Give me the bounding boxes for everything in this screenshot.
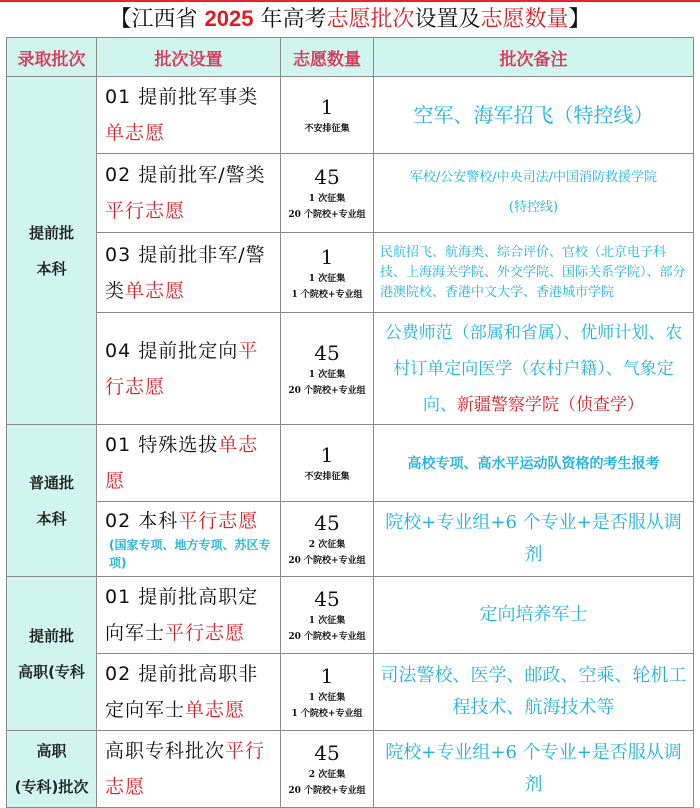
note-cell [374,154,694,233]
count-value: 1 [320,95,334,119]
count-cell [281,77,374,154]
count-note: 不安排征集 [304,124,350,134]
note-text: 定向培养军士 [479,604,588,625]
count-cell [281,313,374,425]
header-setting: 批次设置 [97,38,281,77]
count-value: 1 [320,244,334,269]
header-row [7,38,694,77]
count-note-2: 1 个院校+专业组 [291,289,363,300]
note-text: 公费师范（部属和省属）、优师计划、农村订单定向医学（农村户籍）、气象定向、 [384,322,683,415]
table-row [7,654,694,731]
setting-type: 单志愿 [105,122,166,144]
setting-type: 平行志愿 [165,622,246,644]
batch-table [6,37,694,808]
count-note: 2 次征集 [308,540,346,550]
batch-label-line2: 高职(专科 [18,662,85,681]
batch-label-line2: 本科 [36,509,67,528]
count-value: 45 [314,340,340,365]
note-text: 空军、海军招飞（特控线） [413,103,654,127]
count-note: 1 次征集 [308,616,346,626]
count-note-2: 1 个院校+专业组 [291,709,363,719]
header-count: 志愿数量 [281,38,374,77]
setting-cell [97,154,281,233]
note-text: 院校+专业组+6 个专业+是否服从调剂 [385,512,682,565]
title-highlight-2: 志愿数量 [480,7,569,32]
count-cell [281,154,374,233]
title-text-2: 年高考 [253,7,327,32]
count-cell [281,233,374,313]
note-cell [374,77,694,154]
setting-text: 03 提前批非军/警类 [105,243,266,302]
top-red-rule [0,0,700,2]
table-row [7,425,694,502]
table-row [7,233,694,313]
count-note-2: 20 个院校+专业组 [288,556,366,566]
count-note-2: 20 个院校+专业组 [288,385,366,396]
setting-text: 01 提前批高职定向军士 [105,586,259,644]
note-text: 民航招飞、航海类、综合评价、官校（北京电子科技、上海海关学院、外交学院、国际关系学院）、部分港澳院校、香港中文大学、香港城市学院 [380,244,686,300]
note-cell [374,502,694,577]
batch-cell-advance-undergrad [7,77,97,425]
title-bracket-close: 】 [568,7,591,32]
count-value: 45 [314,741,340,765]
setting-type: 单志愿 [185,699,246,721]
title-bracket-open: 【 [109,7,132,32]
count-note: 1 次征集 [308,273,346,284]
header-note: 批次备注 [374,38,694,77]
setting-cell [97,502,281,577]
setting-cell [97,654,281,731]
count-note: 1 次征集 [308,194,346,204]
note-text-highlight: 新疆警察学院（侦查学） [457,394,644,415]
note-text-2: (特控线) [508,200,559,215]
table-row [7,577,694,654]
setting-cell [97,77,281,154]
setting-text: 04 提前批定向 [105,339,239,362]
note-cell [374,425,694,502]
note-cell [374,577,694,654]
setting-type: 平行志愿 [105,740,266,798]
count-note: 1 次征集 [308,693,346,703]
table-row [7,77,694,154]
title-text-1: 江西省 [131,7,205,32]
note-cell [374,654,694,731]
setting-cell [97,313,281,425]
setting-text: 01 提前批军事类 [105,86,259,108]
count-cell [281,654,374,731]
setting-text: 高职专科批次 [105,740,226,762]
batch-label-line1: 提前批 [28,626,74,645]
setting-cell [97,577,281,654]
count-value: 1 [320,443,334,467]
count-note-2: 20 个院校+专业组 [288,632,366,642]
title-highlight-1: 志愿批次 [326,7,415,32]
count-cell [281,731,374,808]
setting-subnote: (国家专项、地方专项、苏区专项) [109,538,271,570]
setting-cell [97,233,281,313]
note-text: 高校专项、高水平运动队资格的考生报考 [407,456,660,472]
note-text: 军校/公安警校/中央司法/中国消防救援学院 [409,170,658,185]
note-cell [374,731,694,808]
setting-type: 单志愿 [125,279,186,302]
setting-text: 01 特殊选拔 [105,434,219,456]
count-note-2: 20 个院校+专业组 [288,786,366,796]
batch-label-line1: 普通批 [28,473,74,492]
setting-type: 平行志愿 [178,510,259,532]
table-row [7,731,694,808]
setting-cell [97,731,281,808]
count-cell [281,502,374,577]
count-value: 45 [314,165,340,189]
batch-cell-regular-undergrad [7,425,97,577]
count-note: 2 次征集 [308,770,346,780]
count-value: 45 [314,511,340,535]
table-row [7,502,694,577]
setting-cell [97,425,281,502]
batch-label-line1: 高职 [36,742,67,760]
batch-label-line2: (专科)批次 [14,778,89,796]
note-cell [374,313,694,425]
title-text-3: 设置及 [414,7,481,32]
setting-type: 单志愿 [105,434,259,492]
setting-text: 02 提前批军/警类 [105,164,266,186]
batch-label-line1: 提前批 [28,223,74,242]
setting-text: 02 本科 [105,510,179,532]
count-note: 不安排征集 [304,472,350,482]
batch-label-line2: 本科 [36,259,67,278]
setting-text: 02 提前批高职非定向军士 [105,663,259,721]
count-note: 1 次征集 [308,369,346,380]
title-year: 2025 [204,6,254,31]
batch-cell-advance-vocational [7,577,97,731]
count-cell [281,425,374,502]
count-value: 45 [314,587,340,611]
page-title [0,4,700,34]
count-note-2: 20 个院校+专业组 [288,210,366,220]
header-batch: 录取批次 [7,38,97,77]
note-text: 院校+专业组+6 个专业+是否服从调剂 [385,742,682,795]
table-row [7,313,694,425]
count-value: 1 [320,664,334,688]
setting-type: 平行志愿 [105,339,259,398]
note-text: 司法警校、医学、邮政、空乘、轮机工程技术、航海技术等 [380,665,687,718]
table-row [7,154,694,233]
count-cell [281,577,374,654]
note-cell [374,233,694,313]
setting-type: 平行志愿 [105,200,186,222]
batch-cell-vocational [7,731,97,808]
